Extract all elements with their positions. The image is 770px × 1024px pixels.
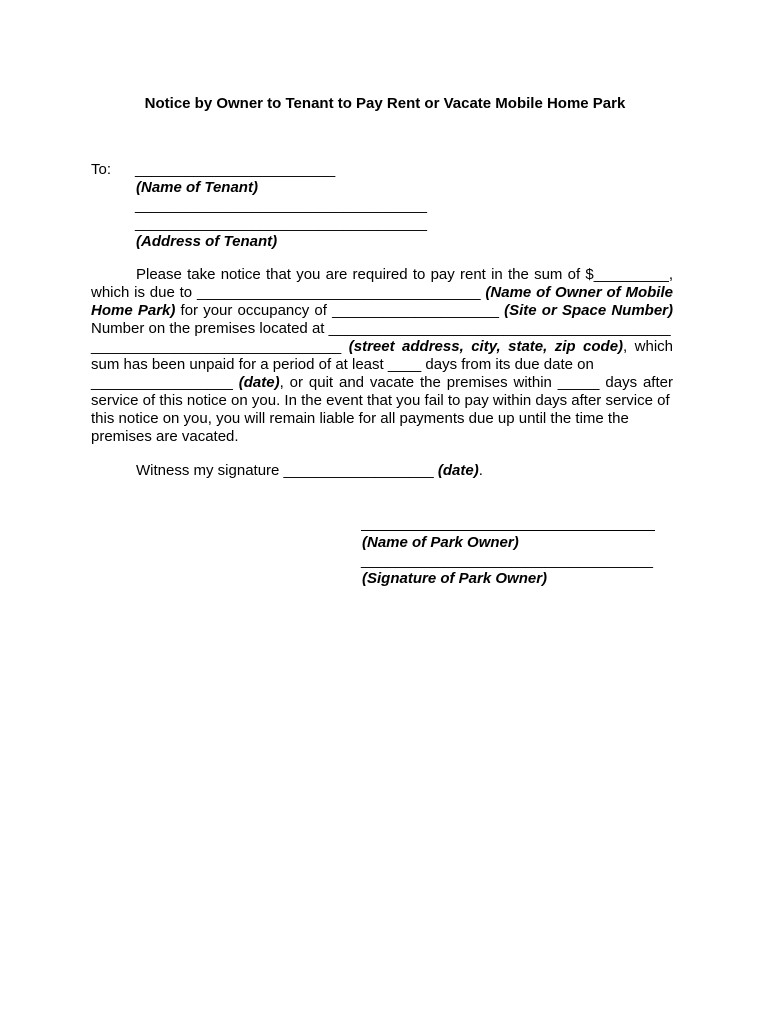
tenant-name-caption: (Name of Tenant) — [136, 179, 258, 196]
tenant-address-blank-2: ___________________________________ — [135, 215, 427, 232]
tenant-address-blank-1: ___________________________________ — [135, 197, 427, 214]
paragraph-line: service of this notice on you. In the event that you fail to pay within days after service of — [91, 392, 670, 409]
park-owner-signature-blank: ___________________________________ — [361, 552, 653, 569]
tenant-address-caption: (Address of Tenant) — [136, 233, 278, 250]
paragraph-line: premises are vacated. — [91, 428, 239, 445]
paragraph-line: Please take notice that you are required to pay rent in the sum of $_________, — [136, 266, 673, 283]
witness-date-caption: (date) — [437, 462, 479, 479]
paragraph-line: which is due to __________________________________ (Name of Owner of Mobile — [91, 284, 673, 301]
witness-line: Witness my signature __________________ (date). — [136, 462, 483, 479]
paragraph-line: ______________________________ (street address, city, state, zip code), which — [91, 338, 674, 355]
street-address-caption: (street address, city, state, zip code) — [348, 338, 624, 355]
park-owner-signature-caption: (Signature of Park Owner) — [362, 570, 548, 587]
document-title: Notice by Owner to Tenant to Pay Rent or Vacate Mobile Home Park — [144, 95, 626, 112]
paragraph-line: _________________ (date), or quit and vacate the premises within _____ days after — [91, 374, 673, 391]
paragraph-line: Number on the premises located at _________________________________________ — [91, 320, 671, 337]
paragraph-line: this notice on you, you will remain liable for all payments due up until the time the — [91, 410, 629, 427]
notice-paragraph — [91, 266, 673, 446]
owner-name-caption-cont: Home Park) — [91, 302, 176, 319]
park-owner-name-line — [361, 530, 655, 531]
park-owner-name-caption: (Name of Park Owner) — [362, 534, 519, 551]
tenant-name-blank: ________________________ — [135, 161, 336, 178]
paragraph-line: sum has been unpaid for a period of at least ____ days from its due date on — [91, 356, 594, 373]
paragraph-line: Home Park) for your occupancy of ____________________ (Site or Space Number) — [91, 302, 673, 319]
site-number-caption: (Site or Space Number) — [504, 302, 673, 319]
due-date-caption: (date) — [238, 374, 280, 391]
owner-name-caption: (Name of Owner of Mobile — [485, 284, 673, 301]
to-label: To: — [91, 161, 112, 178]
